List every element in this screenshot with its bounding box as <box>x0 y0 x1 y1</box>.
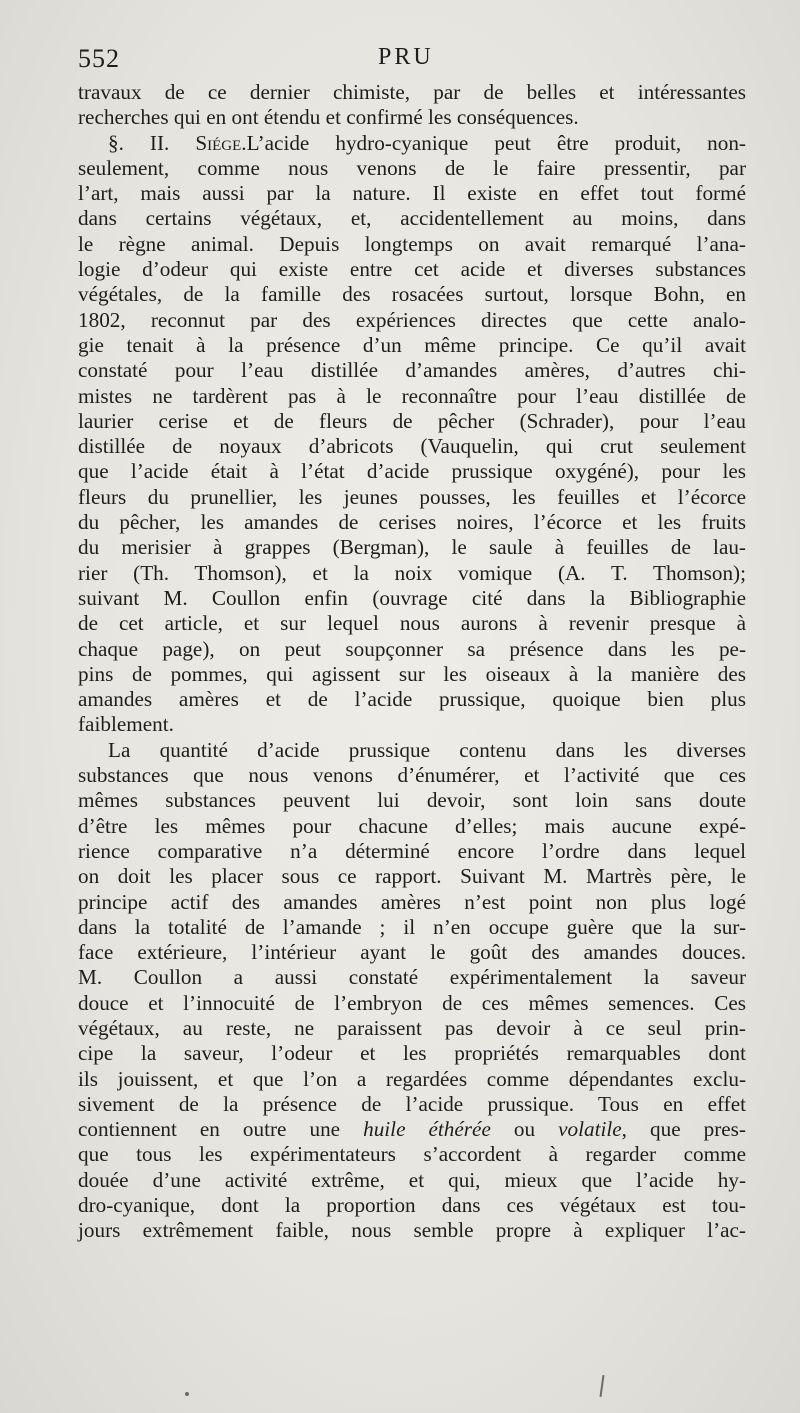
text-line: douée d’une activité extrême, et qui, mieux que l’acide hy- <box>78 1167 746 1192</box>
text-segment: ou <box>490 1117 559 1142</box>
text-line: que l’acide était à l’état d’acide prussique oxygéné), pour les <box>78 459 746 484</box>
text-line: dans certains végétaux, et, accidentellement au moins, dans <box>78 206 746 231</box>
paragraph-2 <box>78 131 746 738</box>
text-line: fleurs du prunellier, les jeunes pousses, les feuilles et l’écorce <box>78 484 746 509</box>
section-mark: §. II. <box>108 130 196 155</box>
text-line-with-italics <box>78 1117 746 1142</box>
running-title: PRU <box>378 44 434 70</box>
paper-scratch <box>599 1375 604 1397</box>
text-line: que tous les expérimentateurs s’accordent à regarder comme <box>78 1142 746 1167</box>
text-line: mêmes substances peuvent lui devoir, sont loin sans doute <box>78 788 746 813</box>
text-line: dro-cyanique, dont la proportion dans ces végétaux est tou- <box>78 1193 746 1218</box>
text-segment: contiennent en outre une <box>78 1117 364 1142</box>
text-line: chaque page), on peut soupçonner sa présence dans les pe- <box>78 636 746 661</box>
text-line: végétales, de la famille des rosacées surtout, lorsque Bohn, en <box>78 282 746 307</box>
text-line: La quantité d’acide prussique contenu dans les diverses <box>108 737 746 762</box>
text-line: suivant M. Coullon enfin (ouvrage cité dans la Bibliographie <box>78 585 746 610</box>
text-line: 1802, reconnut par des expériences directes que cette analo- <box>78 307 746 332</box>
text-line: cipe la saveur, l’odeur et les propriétés remarquables dont <box>78 1041 746 1066</box>
text-line: dans la totalité de l’amande ; il n’en occupe guère que la sur- <box>78 914 746 939</box>
text-line: l’art, mais aussi par la nature. Il existe en effet tout formé <box>78 181 746 206</box>
section-heading-line <box>78 131 746 156</box>
paragraph-3 <box>78 738 746 1244</box>
text-line: logie d’odeur qui existe entre cet acide et diverses substances <box>78 257 746 282</box>
text-segment: , que pres- <box>621 1117 746 1142</box>
text-line: du pêcher, les amandes de cerises noires, l’écorce et les fruits <box>78 510 746 535</box>
text-line: face extérieure, l’intérieur ayant le goût des amandes douces. <box>78 940 746 965</box>
text-line: principe actif des amandes amères n’est point non plus logé <box>78 889 746 914</box>
text-line: recherches qui en ont étendu et confirmé les conséquences. <box>78 105 579 130</box>
text-line: végétaux, au reste, ne paraissent pas devoir à ce seul prin- <box>78 1015 746 1040</box>
italic-term: huile éthérée <box>363 1117 491 1142</box>
text-line: seulement, comme nous venons de le faire pressentir, par <box>78 155 746 180</box>
page-number: 552 <box>78 44 120 73</box>
text-line: pins de pommes, qui agissent sur les oiseaux à la manière des <box>78 661 746 686</box>
text-line: le règne animal. Depuis longtemps on avait remarqué l’ana- <box>78 231 746 256</box>
text-line: M. Coullon a aussi constaté expérimentalement la saveur <box>78 965 746 990</box>
text-line: ils jouissent, et que l’on a regardées comme dépendantes exclu- <box>78 1066 746 1091</box>
text-body <box>78 80 746 1244</box>
text-line: du merisier à grappes (Bergman), le saule à feuilles de lau- <box>78 535 746 560</box>
text-line: L’acide hydro-cyanique peut être produit, non- <box>246 130 746 155</box>
text-line: sivement de la présence de l’acide prussique. Tous en effet <box>78 1091 746 1116</box>
text-line: laurier cerise et de fleurs de pêcher (Schrader), pour l’eau <box>78 408 746 433</box>
text-line: constaté pour l’eau distillée d’amandes amères, d’autres chi- <box>78 358 746 383</box>
text-line: d’être les mêmes pour chacune d’elles; mais aucune expé- <box>78 813 746 838</box>
italic-term: volatile <box>558 1117 622 1142</box>
text-line: on doit les placer sous ce rapport. Suivant M. Martrès père, le <box>78 864 746 889</box>
text-line: substances que nous venons d’énumérer, et l’activité que ces <box>78 763 746 788</box>
text-line: gie tenait à la présence d’un même principe. Ce qu’il avait <box>78 332 746 357</box>
text-line: de cet article, et sur lequel nous aurons à revenir presque à <box>78 611 746 636</box>
text-line: mistes ne tardèrent pas à le reconnaître pour l’eau distillée de <box>78 383 746 408</box>
text-line: rier (Th. Thomson), et la noix vomique (A. T. Thomson); <box>78 560 746 585</box>
text-line: travaux de ce dernier chimiste, par de belles et intéressantes <box>78 80 746 104</box>
text-line: distillée de noyaux d’abricots (Vauquelin, qui crut seulement <box>78 434 746 459</box>
text-line: rience comparative n’a déterminé encore l’ordre dans lequel <box>78 838 746 863</box>
text-line: douce et l’innocuité de l’embryon de ces mêmes semences. Ces <box>78 990 746 1015</box>
text-line: jours extrêmement faible, nous semble propre à expliquer l’ac- <box>78 1218 746 1243</box>
text-line: amandes amères et de l’acide prussique, quoique bien plus <box>78 687 746 712</box>
text-line: faiblement. <box>78 712 174 737</box>
section-title: Siége. <box>195 130 247 155</box>
running-head <box>78 44 748 76</box>
paragraph-1 <box>78 80 746 131</box>
paper-speck <box>185 1392 189 1396</box>
